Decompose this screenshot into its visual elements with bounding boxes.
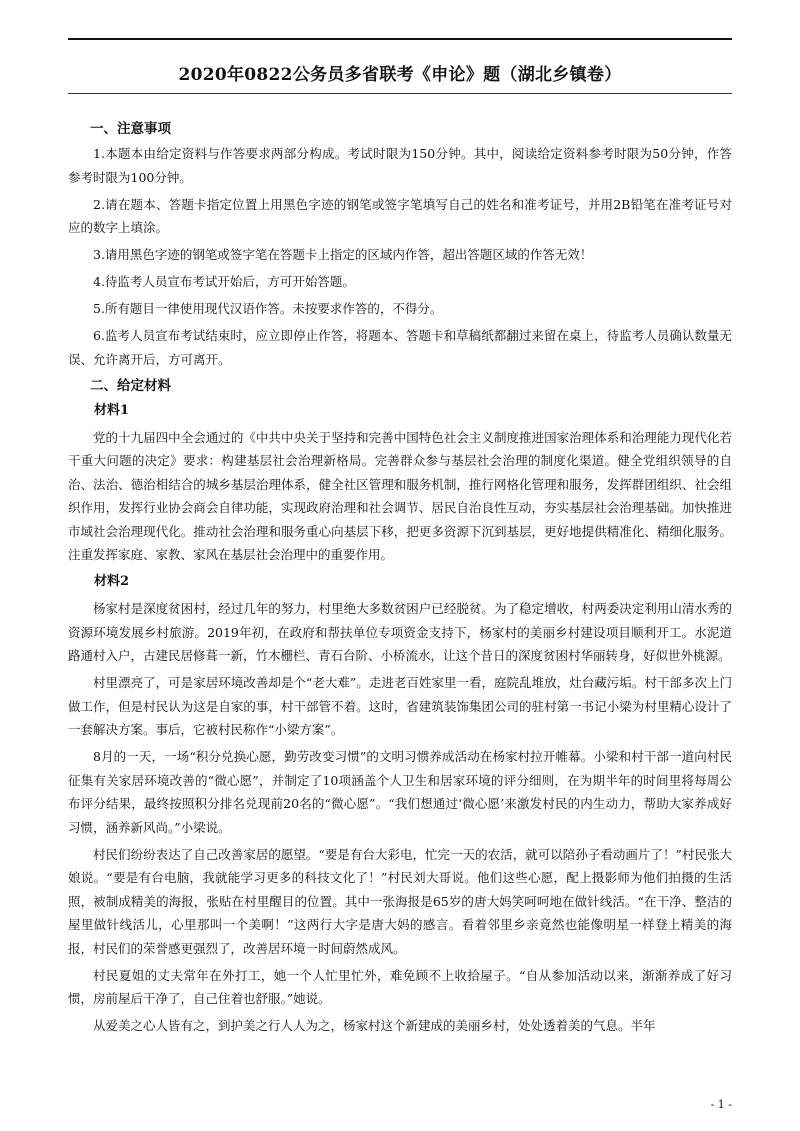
materials-heading: 二、给定材料	[90, 377, 171, 394]
material-2-paragraph: 8月的一天，一场“积分兑换心愿，勤劳改变习惯”的文明习惯养成活动在杨家村拉开帷幕。小梁和村干部一道向村民征集有关家居环境改善的“微心愿”，并制定了10项涵盖个人卫生和居家环境的评分细则，在为期半年的时间里将每周公布评分结果，最终按照积分排名兑现前20名的“微心愿”。“我们想通过‘微心愿’来激发村民的内生动力，帮助大家养成好习惯，涵养新风尚。”小梁说。	[68, 749, 732, 835]
notice-item: 4.待监考人员宣布考试开始后，方可开始答题。	[93, 274, 355, 289]
notice-heading: 一、注意事项	[90, 121, 171, 137]
material-2-paragraph: 村里漂亮了，可是家居环境改善却是个“老大难”。走进老百姓家里一看，庭院乱堆放，灶台藏污垢。村干部多次上门做工作，但是村民认为这是自家的事，村干部管不着。这时，省建筑装饰集团公司的驻村第一书记小梁为村里精心设计了一套解决方案。事后，它被村民称作“小梁方案”。	[68, 675, 732, 737]
notice-item: 6.监考人员宣布考试结束时，应立即停止作答，将题本、答题卡和草稿纸都翻过来留在桌上，待监考人员确认数量无误、允许离开后，方可离开。	[68, 328, 732, 367]
notice-item: 5.所有题目一律使用现代汉语作答。未按要求作答的，不得分。	[93, 301, 443, 316]
main-content	[68, 118, 732, 1041]
material-1-paragraph: 党的十九届四中全会通过的《中共中央关于坚持和完善中国特色社会主义制度推进国家治理体系和治理能力现代化若干重大问题的决定》要求：构建基层社会治理新格局。完善群众参与基层社会治理的制度化渠道。健全党组织领导的自治、法治、德治相结合的城乡基层治理体系，健全社区管理和服务机制，推行网格化管理和服务，发挥群团组织、社会组织作用，发挥行业协会商会自律功能，实现政府治理和社会调节、居民自治良性互动，夯实基层社会治理基础。加快推进市域社会治理现代化。推动社会治理和服务重心向基层下移，把更多资源下沉到基层，更好地提供精准化、精细化服务。注重发挥家庭、家教、家风在基层社会治理中的重要作用。	[68, 429, 732, 562]
material-2-heading: 材料2	[94, 574, 130, 589]
material-2-paragraph: 村民夏姐的丈夫常年在外打工，她一个人忙里忙外，难免顾不上收拾屋子。“自从参加活动以来，渐渐养成了好习惯，房前屋后干净了，自己住着也舒服。”她说。	[68, 967, 732, 1006]
title-underline	[68, 93, 732, 94]
header-rule	[68, 38, 732, 40]
material-1-heading: 材料1	[94, 402, 130, 418]
material-2-paragraph: 从爱美之心人皆有之，到护美之行人人为之，杨家村这个新建成的美丽乡村，处处透着美的气息。半年	[93, 1018, 656, 1033]
notice-item: 3.请用黑色字迹的钢笔或签字笔在答题卡上指定的区域内作答，超出答题区域的作答无效！	[93, 247, 593, 262]
notice-item: 2.请在题本、答题卡指定位置上用黑色字迹的钢笔或签字笔填写自己的姓名和准考证号，并用2B铅笔在准考证号对应的数字上填涂。	[68, 196, 732, 235]
notice-list	[68, 142, 732, 371]
page-number: - 1 -	[710, 1098, 732, 1111]
page-title: 2020年0822公务员多省联考《申论》题（湖北乡镇卷）	[178, 65, 622, 85]
material-2-paragraph: 村民们纷纷表达了自己改善家居的愿望。“要是有台大彩电，忙完一天的农活，就可以陪孙子看动画片了！”村民张大娘说。“要是有台电脑，我就能学习更多的科技文化了！”村民刘大哥说。他们这些心愿，配上摄影师为他们拍摄的生活照，被制成精美的海报，张贴在村里醒目的位置。其中一张海报是65岁的唐大妈笑呵呵地在做针线活。“在干净、整洁的屋里做针线活儿，心里那叫一个美啊！”这两行大字是唐大妈的感言。看着邻里乡亲竟然也能像明星一样登上精美的海报，村民们的荣誉感更强烈了，改善居环境一时间蔚然成风。	[68, 846, 732, 956]
notice-item: 1.本题本由给定资料与作答要求两部分构成。考试时限为150分钟。其中，阅读给定资料参考时限为50分钟，作答参考时限为100分钟。	[68, 146, 732, 185]
material-2-paragraph: 杨家村是深度贫困村，经过几年的努力，村里绝大多数贫困户已经脱贫。为了稳定增收，村两委决定利用山清水秀的资源环境发展乡村旅游。2019年初，在政府和帮扶单位专项资金支持下，杨家村的美丽乡村建设项目顺利开工。水泥道路通村入户，古建民居修葺一新，竹木栅栏、青石台阶、小桥流水，让这个昔日的深度贫困村华丽转身，好似世外桃源。	[68, 601, 732, 663]
